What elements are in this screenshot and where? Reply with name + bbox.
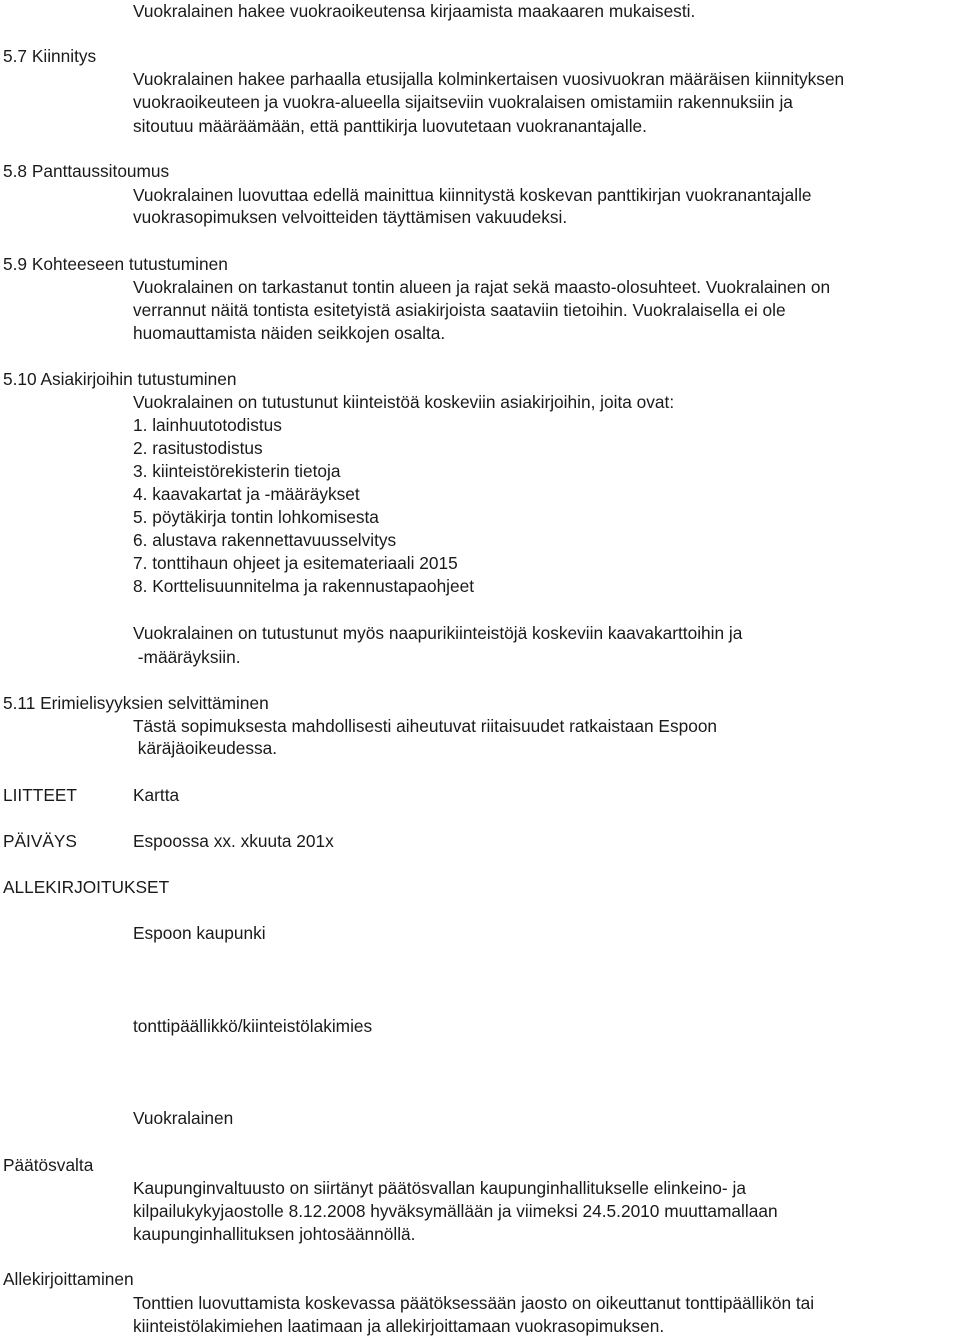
section-text-line: Vuokralainen hakee parhaalla etusijalla kolminkertaisen vuosivuokran määräisen kiinnityksen: [133, 69, 845, 89]
section-text-line: vuokraoikeuteen ja vuokra-alueella sijaitseviin vuokralaisen omistamiin rakennuksiin ja: [133, 92, 793, 112]
list-item: 6. alustava rakennettavuusselvitys: [133, 530, 397, 550]
section-heading-5-8: 5.8 Panttaussitoumus: [3, 161, 170, 181]
list-item: 3. kiinteistörekisterin tietoja: [133, 461, 341, 481]
signature-signer-title: tonttipäällikkö/kiinteistölakimies: [133, 1016, 373, 1036]
signature-party-city: Espoon kaupunki: [133, 923, 266, 943]
attachments-value: Kartta: [133, 785, 180, 805]
decision-power-line: Kaupunginvaltuusto on siirtänyt päätösvallan kaupunginhallitukselle elinkeino- ja: [133, 1178, 746, 1198]
section-text-line: vuokrasopimuksen velvoitteiden täyttämisen vakuudeksi.: [133, 207, 568, 227]
signatories-line: Tonttien luovuttamista koskevassa päätöksessään jaosto on oikeuttanut tonttipäällikön tai: [133, 1293, 815, 1313]
date-value: Espoossa xx. xkuuta 201x: [133, 831, 334, 851]
date-label: PÄIVÄYS: [3, 831, 77, 851]
list-item: 1. lainhuutotodistus: [133, 415, 282, 435]
attachments-label: LIITTEET: [3, 785, 77, 805]
section-text-line: verrannut näitä tontista esitetyistä asiakirjoista saataviin tietoihin. Vuokralaisella ei ole: [133, 300, 786, 320]
section-text-line: huomauttamista näiden seikkojen osalta.: [133, 323, 446, 343]
section-text-line: käräjäoikeudessa.: [133, 738, 278, 758]
section-heading-5-10: 5.10 Asiakirjoihin tutustuminen: [3, 369, 237, 389]
signature-party-tenant: Vuokralainen: [133, 1108, 234, 1128]
intro-line: Vuokralainen hakee vuokraoikeutensa kirjaamista maakaaren mukaisesti.: [133, 1, 696, 21]
decision-power-label: Päätösvalta: [3, 1155, 94, 1175]
section-heading-5-9: 5.9 Kohteeseen tutustuminen: [3, 254, 228, 274]
section-heading-5-11: 5.11 Erimielisyyksien selvittäminen: [3, 693, 269, 713]
list-item: 7. tonttihaun ohjeet ja esitemateriaali 2015: [133, 553, 458, 573]
signatures-label: ALLEKIRJOITUKSET: [3, 877, 170, 897]
section-text-line: Vuokralainen on tutustunut kiinteistöä koskeviin asiakirjoihin, joita ovat:: [133, 392, 675, 412]
section-heading-5-7: 5.7 Kiinnitys: [3, 46, 97, 66]
section-text-line: Vuokralainen on tarkastanut tontin alueen ja rajat sekä maasto-olosuhteet. Vuokralainen on: [133, 277, 831, 297]
list-item: 4. kaavakartat ja -määräykset: [133, 484, 360, 504]
section-text-line: Vuokralainen on tutustunut myös naapurikiinteistöjä koskeviin kaavakarttoihin ja: [133, 623, 743, 643]
list-item: 5. pöytäkirja tontin lohkomisesta: [133, 507, 379, 527]
section-text-line: Tästä sopimuksesta mahdollisesti aiheutuvat riitaisuudet ratkaistaan Espoon: [133, 716, 718, 736]
decision-power-line: kaupunginhallituksen johtosäännöllä.: [133, 1224, 416, 1244]
section-text-line: sitoutuu määräämään, että panttikirja luovutetaan vuokranantajalle.: [133, 116, 647, 136]
section-text-line: -määräyksiin.: [133, 647, 241, 667]
section-text-line: Vuokralainen luovuttaa edellä mainittua kiinnitystä koskevan panttikirjan vuokranantajalle: [133, 185, 812, 205]
signatories-line: kiinteistölakimiehen laatimaan ja allekirjoittamaan vuokrasopimuksen.: [133, 1316, 665, 1336]
decision-power-line: kilpailukykyjaostolle 8.12.2008 hyväksymällään ja viimeksi 24.5.2010 muuttamallaan: [133, 1201, 778, 1221]
list-item: 8. Korttelisuunnitelma ja rakennustapaohjeet: [133, 576, 475, 596]
list-item: 2. rasitustodistus: [133, 438, 263, 458]
signatories-label: Allekirjoittaminen: [3, 1269, 134, 1289]
